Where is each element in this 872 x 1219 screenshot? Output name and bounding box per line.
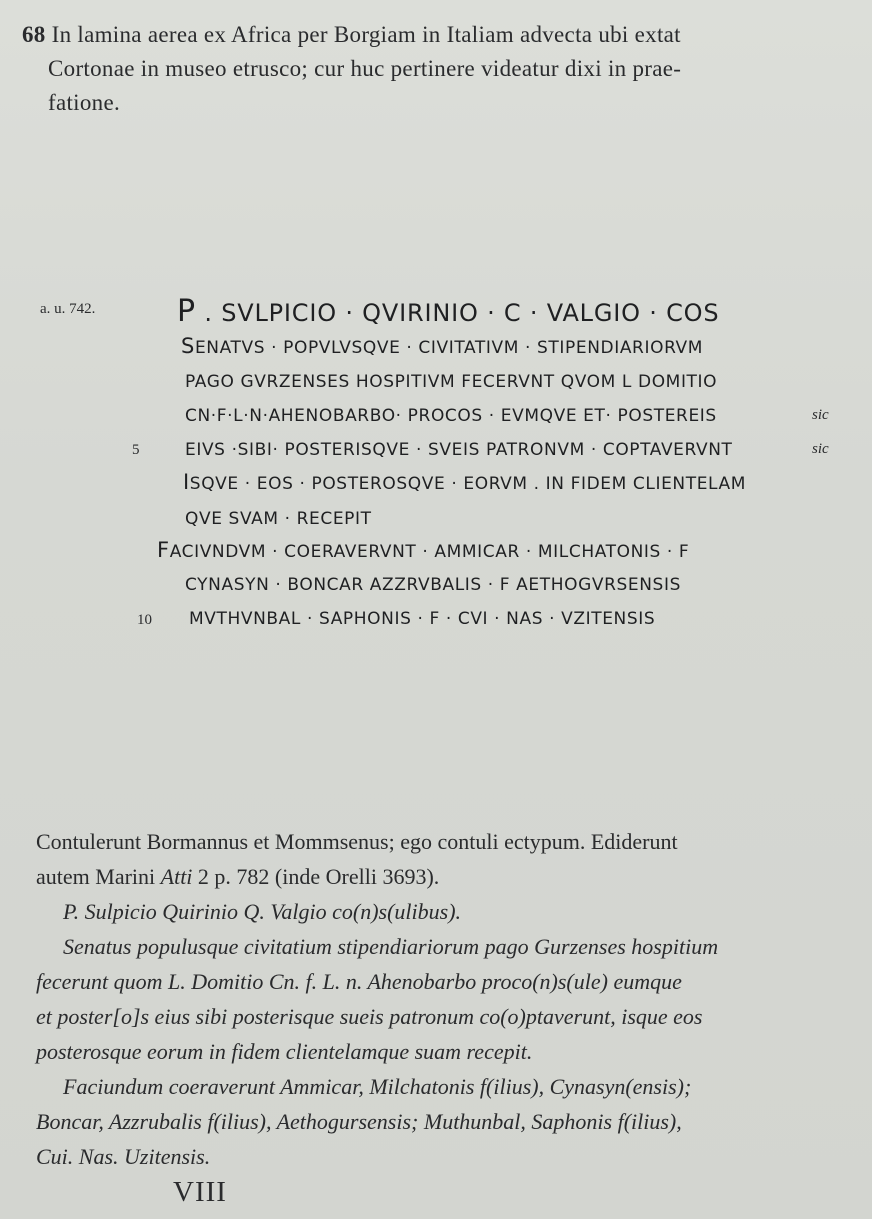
commentary-line-8: Faciundum coeraverunt Ammicar, Milchatonis f(ilius), Cynasyn(ensis); (63, 1074, 692, 1099)
header-note (22, 18, 844, 120)
inscription-line-10: MVTHVNBAL · SAPHONIS · F · CVI · NAS · VZITENSIS (189, 609, 656, 629)
year-label: a. u. 742. (40, 301, 96, 317)
entry-number: 68 (22, 22, 46, 47)
inscription-line-7: QVE SVAM · RECEPIT (185, 509, 372, 529)
line-number-5: 5 (132, 442, 140, 458)
line-number-10: 10 (137, 612, 152, 628)
inscription-line-8: FACIVNDVM · COERAVERVNT · AMMICAR · MILCHATONIS · F (157, 538, 690, 562)
inscription-line-2: SENATVS · POPVLVSQVE · CIVITATIVM · STIPENDIARIORVM (181, 334, 704, 358)
page-number: VIII (173, 1176, 227, 1208)
commentary (36, 824, 852, 1174)
commentary-line-4: Senatus populusque civitatium stipendiariorum pago Gurzenses hospitium (63, 934, 719, 959)
sic-note-1: sic (812, 407, 829, 423)
header-text-1: In lamina aerea ex Africa per Borgiam in Italiam advecta ubi extat (51, 22, 681, 47)
commentary-line-2: autem Marini Atti 2 p. 782 (inde Orelli 3693). (36, 864, 440, 889)
inscription-line-9: CYNASYN · BONCAR AZZRVBALIS · F AETHOGVRSENSIS (185, 575, 681, 595)
inscription-line-1: P . SVLPICIO · QVIRINIO · C · VALGIO · COS (177, 294, 720, 329)
inscription-line-4: CN·F·L·N·AHENOBARBO· PROCOS · EVMQVE ET· POSTEREIS (185, 406, 717, 426)
sic-note-2: sic (812, 441, 829, 457)
inscription-line-3: PAGO GVRZENSES HOSPITIVM FECERVNT QVOM L DOMITIO (185, 372, 718, 392)
commentary-line-10: Cui. Nas. Uzitensis. (36, 1144, 211, 1169)
inscription-line-6: ISQVE · EOS · POSTEROSQVE · EORVM . IN FIDEM CLIENTELAM (183, 470, 747, 494)
inscription-line-5: EIVS ·SIBI· POSTERISQVE · SVEIS PATRONVM · COPTAVERVNT (185, 440, 733, 460)
commentary-line-6: et poster[o]s eius sibi posterisque sueis patronum co(o)ptaverunt, isque eos (36, 1004, 703, 1029)
commentary-line-1: Contulerunt Bormannus et Mommsenus; ego contuli ectypum. Ediderunt (36, 829, 678, 854)
header-line-1 (22, 18, 844, 52)
commentary-line-3: P. Sulpicio Quirinio Q. Valgio co(n)s(ulibus). (63, 899, 462, 924)
commentary-line-9: Boncar, Azzrubalis f(ilius), Aethogursensis; Muthunbal, Saphonis f(ilius), (36, 1109, 682, 1134)
header-line-2: Cortonae in museo etrusco; cur huc pertinere videatur dixi in prae- (48, 56, 682, 81)
header-line-3: fatione. (48, 90, 121, 115)
commentary-line-5: fecerunt quom L. Domitio Cn. f. L. n. Ahenobarbo proco(n)s(ule) eumque (36, 969, 682, 994)
commentary-line-7: posterosque eorum in fidem clientelamque suam recepit. (36, 1039, 533, 1064)
